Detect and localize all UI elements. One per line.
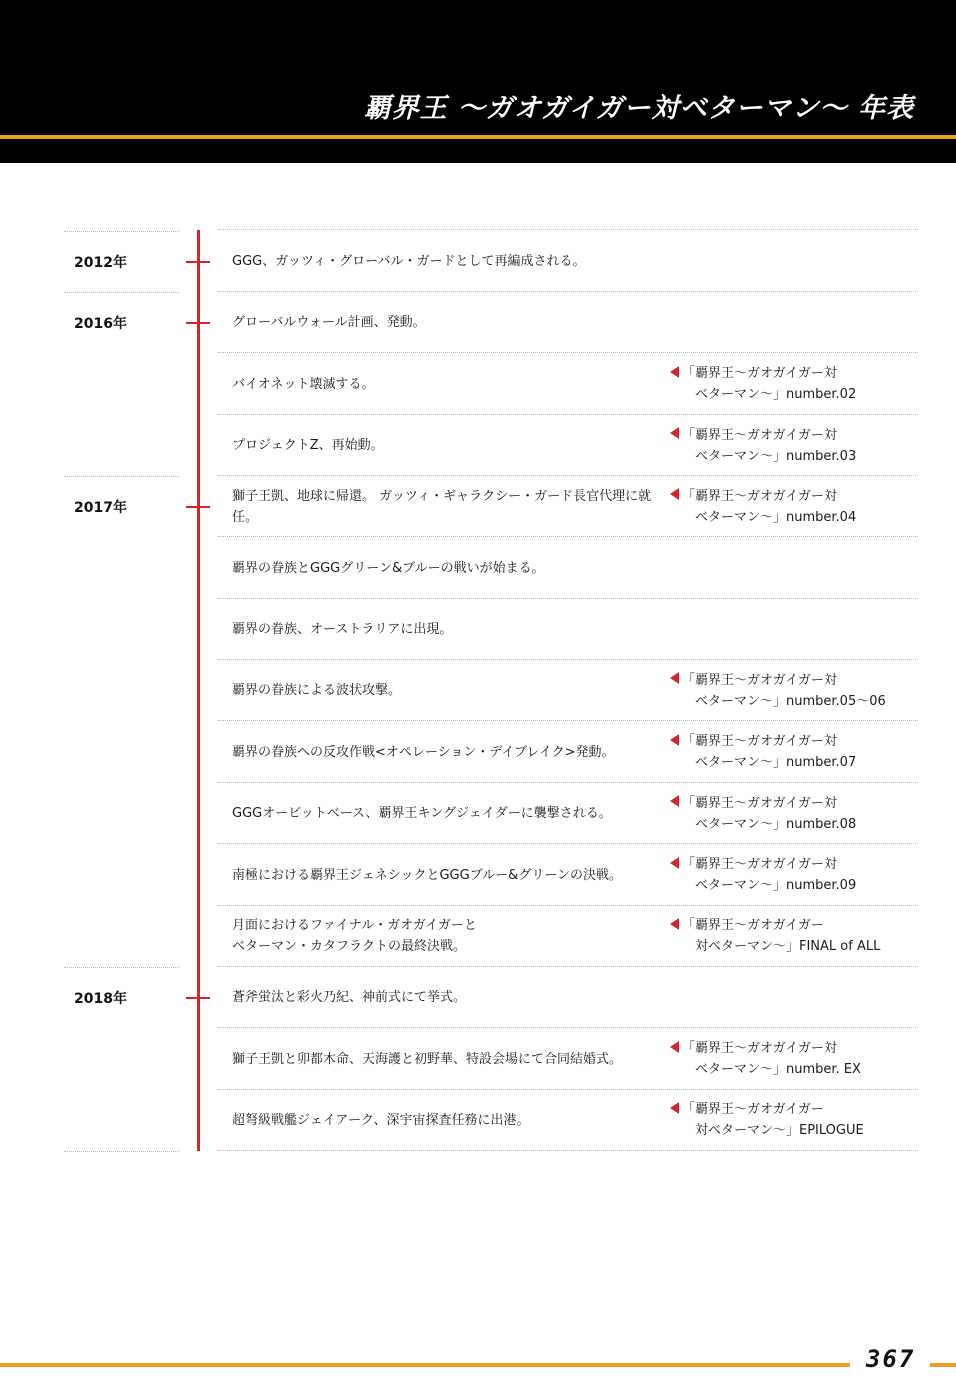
- page-number: 367: [866, 1345, 916, 1373]
- event-text-line: 獅子王凱、地球に帰還。 ガッツィ・ギャラクシー・ガード長官代理に就任。: [232, 488, 652, 525]
- year-tick: [186, 322, 210, 324]
- page-title: 覇界王 〜ガオガイガー対ベターマン〜 年表: [363, 93, 914, 124]
- event-text-line: グローバルウォール計画、発動。: [232, 315, 426, 331]
- reference-line: ベターマン〜」number.05〜06: [695, 693, 886, 709]
- event-text: [232, 538, 662, 599]
- year-tick: [186, 997, 210, 999]
- year-label: 2012年: [74, 254, 127, 271]
- source-reference: [670, 415, 920, 476]
- reference-lines: [682, 1099, 864, 1141]
- year-divider: [64, 231, 180, 232]
- event-text-line: 月面におけるファイナル・ガオガイガーと: [232, 918, 477, 934]
- header-banner: [0, 0, 956, 163]
- timeline-row: [0, 354, 956, 415]
- left-triangle-icon: [670, 1041, 679, 1053]
- event-text-line: 覇界の眷族による波状攻撃。: [232, 683, 402, 699]
- event-text-line: GGG、ガッツィ・グローバル・ガードとして再編成される。: [232, 254, 586, 269]
- source-reference: [670, 906, 920, 967]
- source-reference: [670, 354, 920, 415]
- event-text: [232, 906, 662, 967]
- reference-lines: [682, 793, 856, 835]
- event-text-line: 覇界の眷族、オーストラリアに出現。: [232, 622, 453, 638]
- event-text: [232, 231, 662, 292]
- event-text: [232, 476, 662, 537]
- timeline-row: [0, 845, 956, 906]
- timeline-row: [0, 231, 956, 292]
- left-triangle-icon: [670, 795, 679, 807]
- reference-line: ベターマン〜」number.02: [695, 387, 857, 403]
- source-reference: [670, 783, 920, 844]
- left-triangle-icon: [670, 918, 679, 930]
- reference-line: 「覇界王〜ガオガイガー対: [682, 734, 837, 750]
- timeline-row: [0, 415, 956, 476]
- year-tick: [186, 506, 210, 508]
- reference-line: 「覇界王〜ガオガイガー対: [682, 672, 837, 688]
- reference-line: 「覇界王〜ガオガイガー対: [682, 795, 837, 811]
- event-text: [232, 1090, 662, 1151]
- timeline-row: [0, 1090, 956, 1151]
- event-text-line: 獅子王凱と卯都木命、天海護と初野華、特設会場にて合同結婚式。: [232, 1051, 623, 1067]
- reference-line: 「覇界王〜ガオガイガー対: [682, 488, 837, 504]
- left-triangle-icon: [670, 366, 679, 378]
- year-divider: [64, 292, 180, 293]
- event-text-line: ベターマン・カタフラクトの最終決戦。: [232, 939, 467, 955]
- source-reference: [670, 845, 920, 906]
- reference-line: 対ベターマン〜」FINAL of ALL: [695, 939, 881, 955]
- left-triangle-icon: [670, 672, 679, 684]
- reference-line: ベターマン〜」number. EX: [695, 1062, 861, 1078]
- reference-lines: [682, 363, 856, 405]
- left-triangle-icon: [670, 1102, 679, 1114]
- reference-lines: [682, 670, 886, 712]
- header-accent-rule: [0, 135, 956, 139]
- timeline-row: [0, 660, 956, 721]
- timeline-row: [0, 476, 956, 537]
- timeline-row: [0, 967, 956, 1028]
- event-text: [232, 660, 662, 721]
- source-reference: [670, 476, 920, 537]
- event-text-line: 覇界の眷族への反攻作戦<オペレーション・デイブレイク>発動。: [232, 744, 615, 760]
- source-reference: [670, 1090, 920, 1151]
- reference-line: ベターマン〜」number.08: [695, 816, 857, 832]
- event-text: [232, 1029, 662, 1090]
- left-triangle-icon: [670, 857, 679, 869]
- source-reference: [670, 722, 920, 783]
- event-text-line: 超弩級戦艦ジェイアーク、深宇宙探査任務に出港。: [232, 1112, 530, 1128]
- reference-lines: [682, 425, 856, 467]
- year-divider: [64, 967, 180, 968]
- footer-accent-rule-end: [930, 1363, 956, 1367]
- left-triangle-icon: [670, 734, 679, 746]
- reference-line: 「覇界王〜ガオガイガー対: [682, 427, 837, 443]
- event-text-line: 覇界の眷族とGGGグリーン&ブルーの戦いが始まる。: [232, 560, 545, 576]
- footer-accent-rule: [0, 1363, 850, 1367]
- year-label: 2018年: [74, 990, 127, 1007]
- timeline-row: [0, 1029, 956, 1090]
- reference-line: 対ベターマン〜」EPILOGUE: [695, 1123, 864, 1139]
- event-text: [232, 354, 662, 415]
- event-text-line: GGGオービットベース、覇界王キングジェイダーに襲撃される。: [232, 806, 612, 822]
- timeline-row: [0, 722, 956, 783]
- reference-line: 「覇界王〜ガオガイガー対: [682, 1041, 837, 1057]
- reference-line: ベターマン〜」number.07: [695, 755, 857, 771]
- year-label: 2016年: [74, 316, 127, 333]
- year-tick: [186, 261, 210, 263]
- event-text-line: バイオネット壊滅する。: [232, 376, 375, 392]
- event-text-line: プロジェクトZ、再始動。: [232, 438, 384, 454]
- reference-lines: [682, 486, 856, 528]
- reference-line: 「覇界王〜ガオガイガー: [682, 918, 824, 934]
- reference-line: 「覇界王〜ガオガイガー対: [682, 366, 837, 382]
- left-triangle-icon: [670, 427, 679, 439]
- event-text: [232, 967, 662, 1028]
- event-text: [232, 292, 662, 353]
- source-reference: [670, 660, 920, 721]
- timeline-row: [0, 538, 956, 599]
- reference-line: ベターマン〜」number.03: [695, 448, 857, 464]
- year-divider: [64, 1151, 180, 1152]
- event-text: [232, 783, 662, 844]
- source-reference: [670, 1029, 920, 1090]
- event-text: [232, 415, 662, 476]
- timeline-row: [0, 599, 956, 660]
- reference-line: ベターマン〜」number.04: [695, 509, 857, 525]
- timeline-row: [0, 906, 956, 967]
- reference-lines: [682, 915, 880, 957]
- event-text: [232, 845, 662, 906]
- reference-lines: [682, 854, 856, 896]
- reference-lines: [682, 1038, 861, 1080]
- reference-lines: [682, 731, 856, 773]
- reference-line: 「覇界王〜ガオガイガー対: [682, 857, 837, 872]
- event-text-line: 南極における覇界王ジェネシックとGGGブルー&グリーンの決戦。: [232, 867, 623, 883]
- reference-line: ベターマン〜」number.09: [695, 878, 857, 893]
- row-divider: [218, 1150, 918, 1151]
- year-divider: [64, 476, 180, 477]
- timeline-row: [0, 292, 956, 353]
- timeline-row: [0, 783, 956, 844]
- event-text: [232, 722, 662, 783]
- event-text-line: 蒼斧蛍汰と彩火乃紀、神前式にて挙式。: [232, 990, 467, 1006]
- reference-line: 「覇界王〜ガオガイガー: [682, 1102, 824, 1118]
- row-divider: [218, 229, 918, 230]
- year-label: 2017年: [74, 500, 127, 517]
- event-text: [232, 599, 662, 660]
- left-triangle-icon: [670, 488, 679, 500]
